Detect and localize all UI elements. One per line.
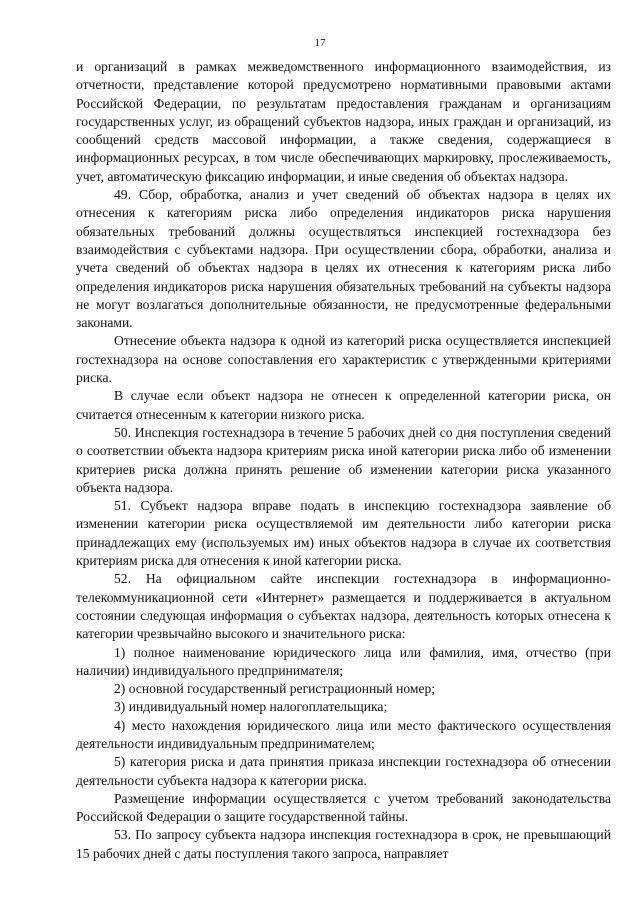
- paragraph-49: 49. Сбор, обработка, анализ и учет сведений об объектах надзора в целях их отнесения к категориям риска либо определения индикаторов риска нарушения обязательных требований должны осуществляться инспекцией гостехнадзора без взаимодействия с субъектами надзора. При осуществлении сбора, обработки, анализа и учета сведений об объектах надзора в целях их отнесения к категориям риска либо определения индикаторов риска нарушения обязательных требований на субъекты надзора не могут возлагаться дополнительные обязанности, не предусмотренные федеральными законами.: [76, 187, 611, 331]
- list-item-3: 3) индивидуальный номер налогоплательщика;: [114, 699, 388, 715]
- paragraph-risk-assignment: Отнесение объекта надзора к одной из категорий риска осуществляется инспекцией гостехнадзора на основе сопоставления его характеристик с утвержденными критериями риска.: [76, 333, 611, 386]
- document-body: [76, 58, 611, 863]
- paragraph-51: 51. Субъект надзора вправе подать в инспекцию гостехнадзора заявление об изменении категории риска осуществляемой им деятельности либо категории риска принадлежащих ему (используемых им) иных объектов надзора в случае их соответствия критериям риска для отнесения к иной категории риска.: [76, 498, 611, 569]
- list-item-5: 5) категория риска и дата принятия приказа инспекции гостехнадзора об отнесении деятельности субъекта надзора к категории риска.: [76, 754, 611, 788]
- paragraph-continuation: и организаций в рамках межведомственного информационного взаимодействия, из отчетности, представление которой предусмотрено нормативными правовыми актами Российской Федерации, по результатам предоставления гражданам и организациям государственных услуг, из обращений субъектов надзора, иных граждан и организаций, из сообщений средств массовой информации, а также сведения, содержащиеся в информационных ресурсах, в том числе обеспечивающих маркировку, прослеживаемость, учет, автоматическую фиксацию информации, и иные сведения об объектах надзора.: [76, 59, 611, 184]
- paragraph-state-secret: Размещение информации осуществляется с учетом требований законодательства Российской Федерации о защите государственной тайны.: [76, 790, 611, 825]
- list-item-4: 4) место нахождения юридического лица или место фактического осуществления деятельности индивидуальным предпринимателем;: [76, 717, 611, 751]
- list-item-2: 2) основной государственный регистрационный номер;: [114, 681, 436, 697]
- paragraph-50: 50. Инспекция гостехнадзора в течение 5 рабочих дней со дня поступления сведений о соответствии объекта надзора критериям риска иной категории риска либо об изменении критериев риска должна принять решение об изменении категории риска указанного объекта надзора.: [76, 424, 611, 495]
- paragraph-53: 53. По запросу субъекта надзора инспекция гостехнадзора в срок, не превышающий 15 рабочих дней с даты поступления такого запроса, направляет: [76, 827, 611, 861]
- paragraph-low-risk-default: В случае если объект надзора не отнесен к определенной категории риска, он считается отнесенным к категории низкого риска.: [76, 388, 611, 422]
- list-item-1: 1) полное наименование юридического лица или фамилия, имя, отчество (при наличии) индивидуального предпринимателя;: [76, 644, 611, 678]
- paragraph-52: 52. На официальном сайте инспекции гостехнадзора в информационно-телекоммуникационной сети «Интернет» размещается и поддерживается в актуальном состоянии следующая информация о субъектах надзора, деятельность которых отнесена к категории чрезвычайно высокого и значительного риска:: [76, 571, 611, 642]
- page-number: 17: [314, 37, 326, 49]
